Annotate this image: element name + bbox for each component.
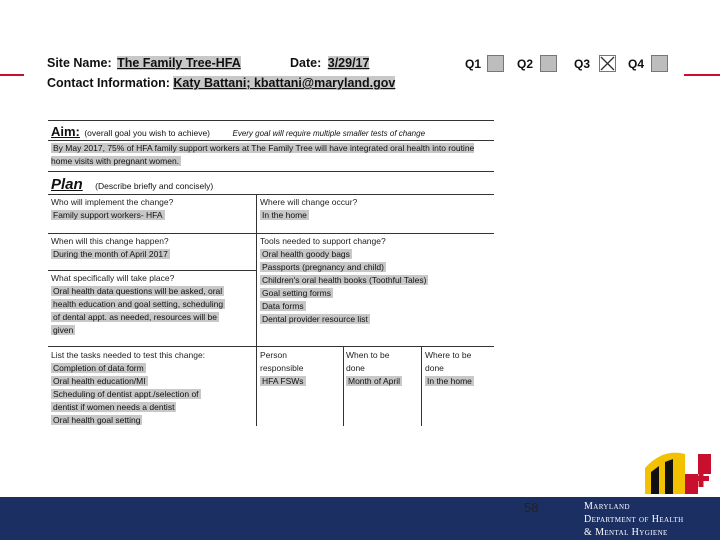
date-row bbox=[290, 56, 369, 70]
rule-tasks-vertical-2 bbox=[343, 346, 344, 426]
tasks-label: List the tasks needed to test this change: bbox=[51, 350, 206, 360]
org-line-2: Department of Health bbox=[584, 514, 684, 525]
rule-tasks-vertical-3 bbox=[421, 346, 422, 426]
aim-title: Aim: bbox=[51, 124, 80, 139]
rule-who-bottom bbox=[48, 233, 494, 234]
tools-label: Tools needed to support change? bbox=[260, 236, 386, 246]
org-line-1: Maryland bbox=[584, 501, 630, 512]
rule-plan-bottom bbox=[48, 346, 494, 347]
what-line: Oral health data questions will be asked, oral bbox=[53, 286, 223, 296]
date-value: 3/29/17 bbox=[327, 56, 370, 70]
rule-tasks-vertical-1 bbox=[256, 346, 257, 426]
what-line: health education and goal setting, scheduling bbox=[53, 299, 224, 309]
rule-aim-top bbox=[48, 120, 494, 121]
aim-heading bbox=[51, 123, 425, 141]
person-label-2: responsible bbox=[260, 363, 304, 373]
task-item: Scheduling of dentist appt./selection of bbox=[53, 389, 199, 399]
tools-item: Goal setting forms bbox=[262, 288, 331, 298]
when-label: When will this change happen? bbox=[51, 236, 169, 246]
rule-plan-vertical bbox=[256, 194, 257, 346]
plan-subtitle: (Describe briefly and concisely) bbox=[95, 181, 214, 191]
maryland-flag-logo bbox=[645, 446, 711, 494]
date-label: Date: bbox=[290, 56, 322, 70]
what-label: What specifically will take place? bbox=[51, 273, 175, 283]
quarter-label-q2: Q2 bbox=[517, 57, 534, 71]
when-done-label-1: When to be bbox=[346, 350, 390, 360]
tools-block bbox=[260, 235, 428, 326]
task-item: Oral health goal setting bbox=[53, 415, 141, 425]
quarter-label-q4: Q4 bbox=[628, 57, 645, 71]
rule-plan-top bbox=[48, 171, 494, 172]
tasks-block bbox=[51, 349, 205, 427]
page-number: 58 bbox=[524, 500, 539, 515]
where-done-block bbox=[425, 349, 474, 388]
site-name-label: Site Name: bbox=[47, 56, 112, 70]
person-label-1: Person bbox=[260, 350, 287, 360]
where-done-label-2: done bbox=[425, 363, 444, 373]
person-value: HFA FSWs bbox=[262, 376, 304, 386]
quarter-checkbox-q3[interactable] bbox=[599, 55, 616, 72]
person-responsible-block bbox=[260, 349, 306, 388]
who-block bbox=[51, 196, 173, 222]
checkbox-x-mark-icon bbox=[600, 56, 615, 71]
contact-row bbox=[47, 76, 395, 90]
aim-subtitle: (overall goal you wish to achieve) bbox=[84, 128, 211, 138]
task-item: Completion of data form bbox=[53, 363, 144, 373]
plan-title: Plan bbox=[51, 176, 83, 193]
when-done-block bbox=[346, 349, 402, 388]
what-line: given bbox=[53, 325, 74, 335]
contact-value: Katy Battani; kbattani@maryland.gov bbox=[173, 76, 396, 90]
quarter-label-q3: Q3 bbox=[574, 57, 591, 71]
aim-note: Every goal will require multiple smaller tests of change bbox=[232, 129, 426, 138]
quarter-label-q1: Q1 bbox=[465, 57, 482, 71]
org-line-3: & Mental Hygiene bbox=[584, 527, 668, 538]
where-done-label-1: Where to be bbox=[425, 350, 472, 360]
quarter-checkbox-q2[interactable] bbox=[540, 55, 557, 72]
when-value: During the month of April 2017 bbox=[53, 249, 168, 259]
tools-item: Passports (pregnancy and child) bbox=[262, 262, 384, 272]
aim-text: By May 2017, 75% of HFA family support workers at The Family Tree will have integrated oral health into routine home visits with pregnant women. bbox=[51, 143, 475, 166]
quarter-checkbox-q1[interactable] bbox=[487, 55, 504, 72]
tools-item: Oral health goody bags bbox=[262, 249, 350, 259]
contact-label: Contact Information: bbox=[47, 76, 170, 90]
tools-item: Children's oral health books (Toothful Tales) bbox=[262, 275, 427, 285]
site-name-value: The Family Tree-HFA bbox=[117, 56, 241, 70]
who-label: Who will implement the change? bbox=[51, 197, 174, 207]
what-block bbox=[51, 272, 225, 337]
when-done-label-2: done bbox=[346, 363, 365, 373]
task-item: Oral health education/MI bbox=[53, 376, 146, 386]
quarter-checkbox-q4[interactable] bbox=[651, 55, 668, 72]
organization-name bbox=[584, 500, 684, 539]
rule-when-bottom bbox=[48, 270, 256, 271]
where-value: In the home bbox=[262, 210, 307, 220]
when-done-value: Month of April bbox=[348, 376, 400, 386]
who-value: Family support workers- HFA bbox=[53, 210, 163, 220]
site-name-row bbox=[47, 56, 241, 70]
task-item: dentist if women needs a dentist bbox=[53, 402, 175, 412]
when-block bbox=[51, 235, 170, 261]
where-block bbox=[260, 196, 357, 222]
where-done-value: In the home bbox=[427, 376, 472, 386]
right-accent-line bbox=[684, 74, 720, 76]
tools-item: Dental provider resource list bbox=[262, 314, 368, 324]
tools-item: Data forms bbox=[262, 301, 304, 311]
what-line: of dental appt. as needed, resources will be bbox=[53, 312, 217, 322]
plan-heading bbox=[51, 176, 213, 194]
where-label: Where will change occur? bbox=[260, 197, 358, 207]
rule-plan-mid bbox=[48, 194, 494, 195]
left-accent-line bbox=[0, 74, 24, 76]
